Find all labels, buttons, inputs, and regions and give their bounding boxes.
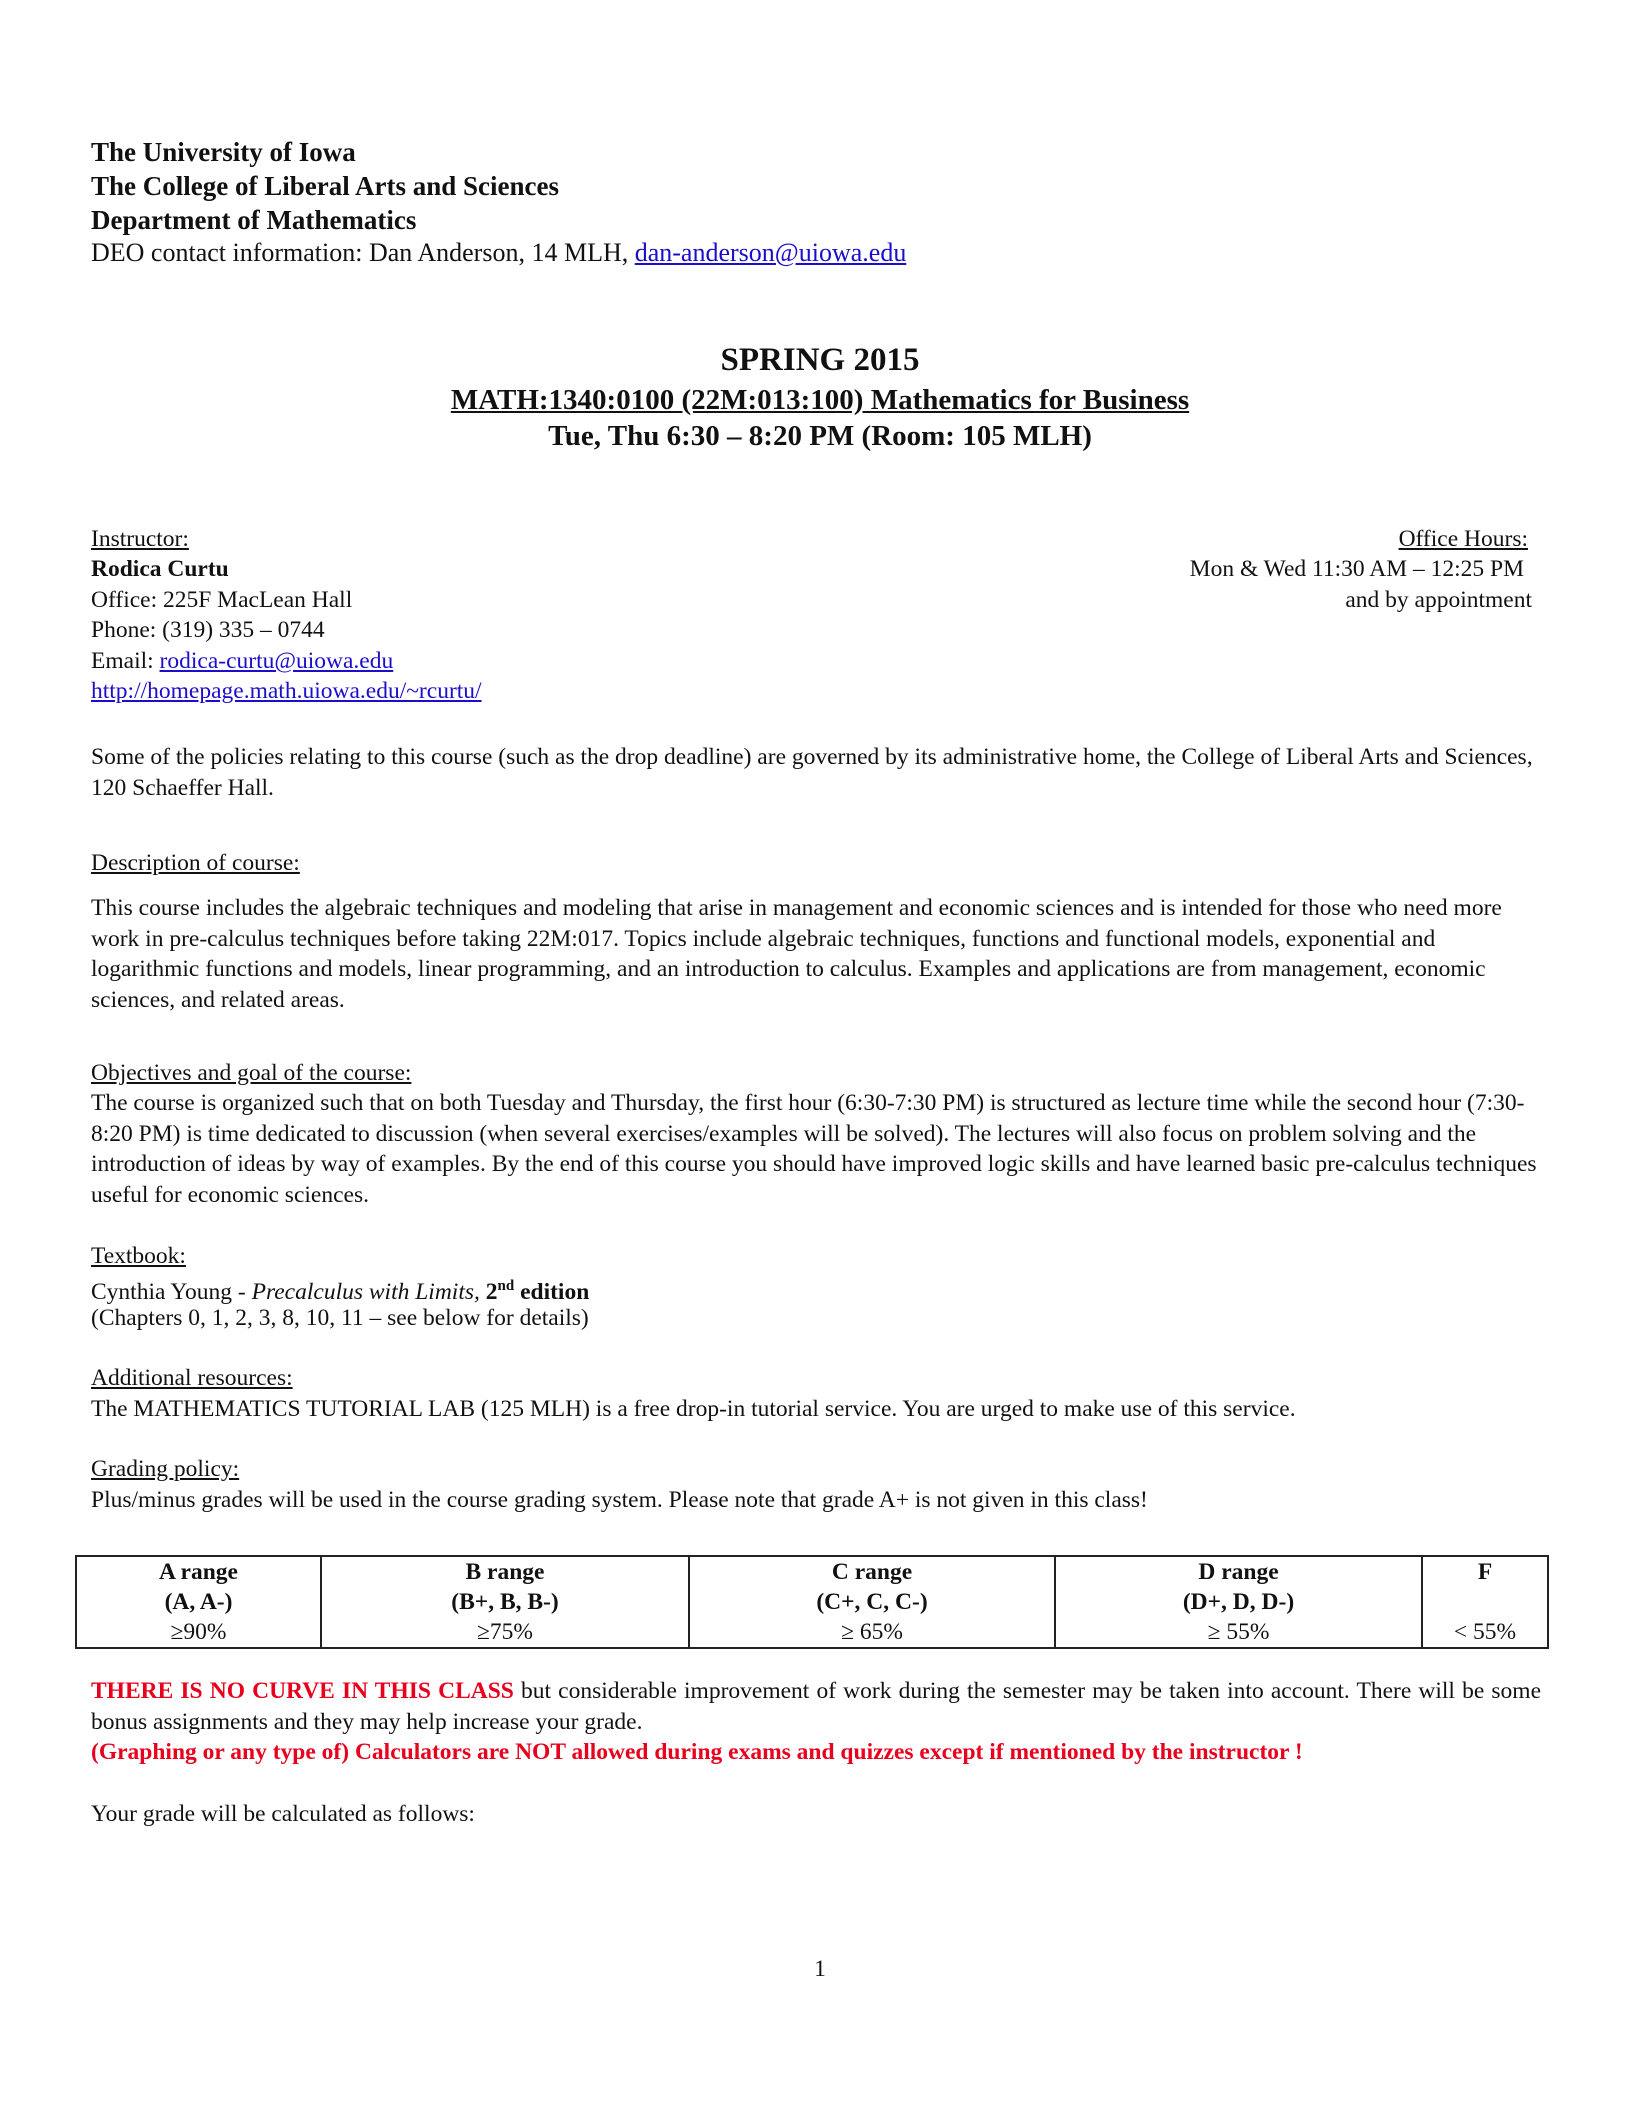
grade-range-threshold: ≥ 65% xyxy=(841,1619,903,1645)
course-title-text: MATH:1340:0100 (22M:013:100) Mathematics for Business xyxy=(450,384,1190,416)
instructor-office: Office: 225F MacLean Hall xyxy=(91,587,353,613)
no-curve-warning: THERE IS NO CURVE IN THIS CLASS xyxy=(91,1678,514,1704)
grade-range-grades: (D+, D, D-) xyxy=(1182,1589,1295,1615)
office-hours-times: Mon & Wed 11:30 AM – 12:25 PM xyxy=(1189,556,1524,582)
policies-paragraph: Some of the policies relating to this course (such as the drop deadline) are governed by its administrative home, the College of Liberal Arts and Sciences, 120 Schaeffer Hall. xyxy=(91,744,1533,801)
grade-calculation-intro: Your grade will be calculated as follows: xyxy=(91,1801,475,1827)
term-title: SPRING 2015 xyxy=(720,342,920,378)
course-title xyxy=(0,382,1640,418)
office-hours-label: Office Hours: xyxy=(1398,526,1528,552)
grade-range-threshold: ≥75% xyxy=(477,1619,533,1645)
objectives-heading: Objectives and goal of the course: xyxy=(91,1060,412,1086)
textbook-edition-word: edition xyxy=(514,1278,590,1305)
resources-heading: Additional resources: xyxy=(91,1365,293,1391)
grade-cell-c xyxy=(689,1556,1055,1648)
deo-contact-text: DEO contact information: Dan Anderson, 14 MLH, xyxy=(91,238,635,267)
textbook-edition-suffix: nd xyxy=(497,1278,515,1294)
textbook-edition-number: 2 xyxy=(479,1278,498,1305)
office-hours-appointment: and by appointment xyxy=(1345,587,1532,613)
grade-range-grades: (A, A-) xyxy=(164,1589,233,1615)
grade-range-label: C range xyxy=(831,1559,913,1585)
instructor-homepage-link[interactable]: http://homepage.math.uiowa.edu/~rcurtu/ xyxy=(91,678,482,704)
resources-text: The MATHEMATICS TUTORIAL LAB (125 MLH) is a free drop-in tutorial service. You are urged to make use of this service. xyxy=(91,1396,1296,1422)
course-schedule: Tue, Thu 6:30 – 8:20 PM (Room: 105 MLH) xyxy=(548,420,1092,452)
grade-range-label: D range xyxy=(1198,1559,1279,1585)
instructor-email-link[interactable]: rodica-curtu@uiowa.edu xyxy=(159,648,394,674)
grade-range-threshold: ≥90% xyxy=(170,1619,227,1645)
grade-range-threshold: ≥ 55% xyxy=(1207,1619,1270,1645)
instructor-email-label: Email: xyxy=(91,648,160,674)
grade-range-label: B range xyxy=(465,1559,545,1585)
instructor-label: Instructor: xyxy=(91,526,189,552)
deo-email-link[interactable]: dan-anderson@uiowa.edu xyxy=(634,238,907,267)
textbook-author: Cynthia Young - xyxy=(91,1278,252,1305)
no-curve-details: but considerable improvement of work during the semester may be taken into account. There will be some bonus assignments and they may help increase your grade. xyxy=(91,1678,1541,1735)
grade-range-label: A range xyxy=(159,1559,238,1585)
grade-cell-a xyxy=(76,1556,321,1648)
calculator-warning: (Graphing or any type of) Calculators are NOT allowed during exams and quizzes except if mentioned by the instructor ! xyxy=(91,1739,1303,1765)
grade-range-grades: (B+, B, B-) xyxy=(451,1589,559,1615)
grade-cell-f xyxy=(1422,1556,1548,1648)
grade-ranges-row xyxy=(76,1556,1548,1648)
textbook-chapters: (Chapters 0, 1, 2, 3, 8, 10, 11 – see below for details) xyxy=(91,1305,589,1331)
objectives-paragraph: The course is organized such that on both Tuesday and Thursday, the first hour (6:30-7:30 PM) is structured as lecture time while the second hour (7:30-8:20 PM) is time dedicated to discussion (when several exercises/examples will be solved). The lectures will also focus on problem solving and the introduction of ideas by way of examples. By the end of this course you should have improved logic skills and have learned basic pre-calculus techniques useful for economic sciences. xyxy=(91,1090,1537,1208)
deo-contact xyxy=(91,236,906,270)
textbook-citation xyxy=(91,1271,589,1307)
instructor-email xyxy=(91,646,393,677)
university-name: The University of Iowa xyxy=(91,137,356,167)
description-heading: Description of course: xyxy=(91,850,300,876)
page-number: 1 xyxy=(814,1956,826,1982)
grade-range-grades: (C+, C, C-) xyxy=(816,1589,928,1615)
grade-cell-b xyxy=(321,1556,689,1648)
instructor-phone: Phone: (319) 335 – 0744 xyxy=(91,617,325,643)
grade-cell-d xyxy=(1055,1556,1422,1648)
college-name: The College of Liberal Arts and Sciences xyxy=(91,171,559,201)
description-paragraph: This course includes the algebraic techniques and modeling that arise in management and economic sciences and is intended for those who need more work in pre-calculus techniques before taking 22M:017. Topics include algebraic techniques, functions and functional models, exponential and logarithmic functions and models, linear programming, and an introduction to calculus. Examples and applications are from management, economic sciences, and related areas. xyxy=(91,895,1502,1013)
no-curve-paragraph xyxy=(91,1676,1541,1737)
grade-range-threshold: < 55% xyxy=(1453,1619,1517,1645)
grading-heading: Grading policy: xyxy=(91,1456,240,1482)
grade-ranges-table xyxy=(75,1555,1549,1649)
grade-range-grades xyxy=(1423,1587,1547,1617)
textbook-heading: Textbook: xyxy=(91,1243,186,1269)
department-name: Department of Mathematics xyxy=(91,205,417,235)
grading-text: Plus/minus grades will be used in the course grading system. Please note that grade A+ is not given in this class! xyxy=(91,1487,1148,1513)
instructor-name: Rodica Curtu xyxy=(91,556,229,582)
textbook-title: Precalculus with Limits, xyxy=(251,1278,480,1305)
grade-range-label: F xyxy=(1477,1559,1493,1585)
